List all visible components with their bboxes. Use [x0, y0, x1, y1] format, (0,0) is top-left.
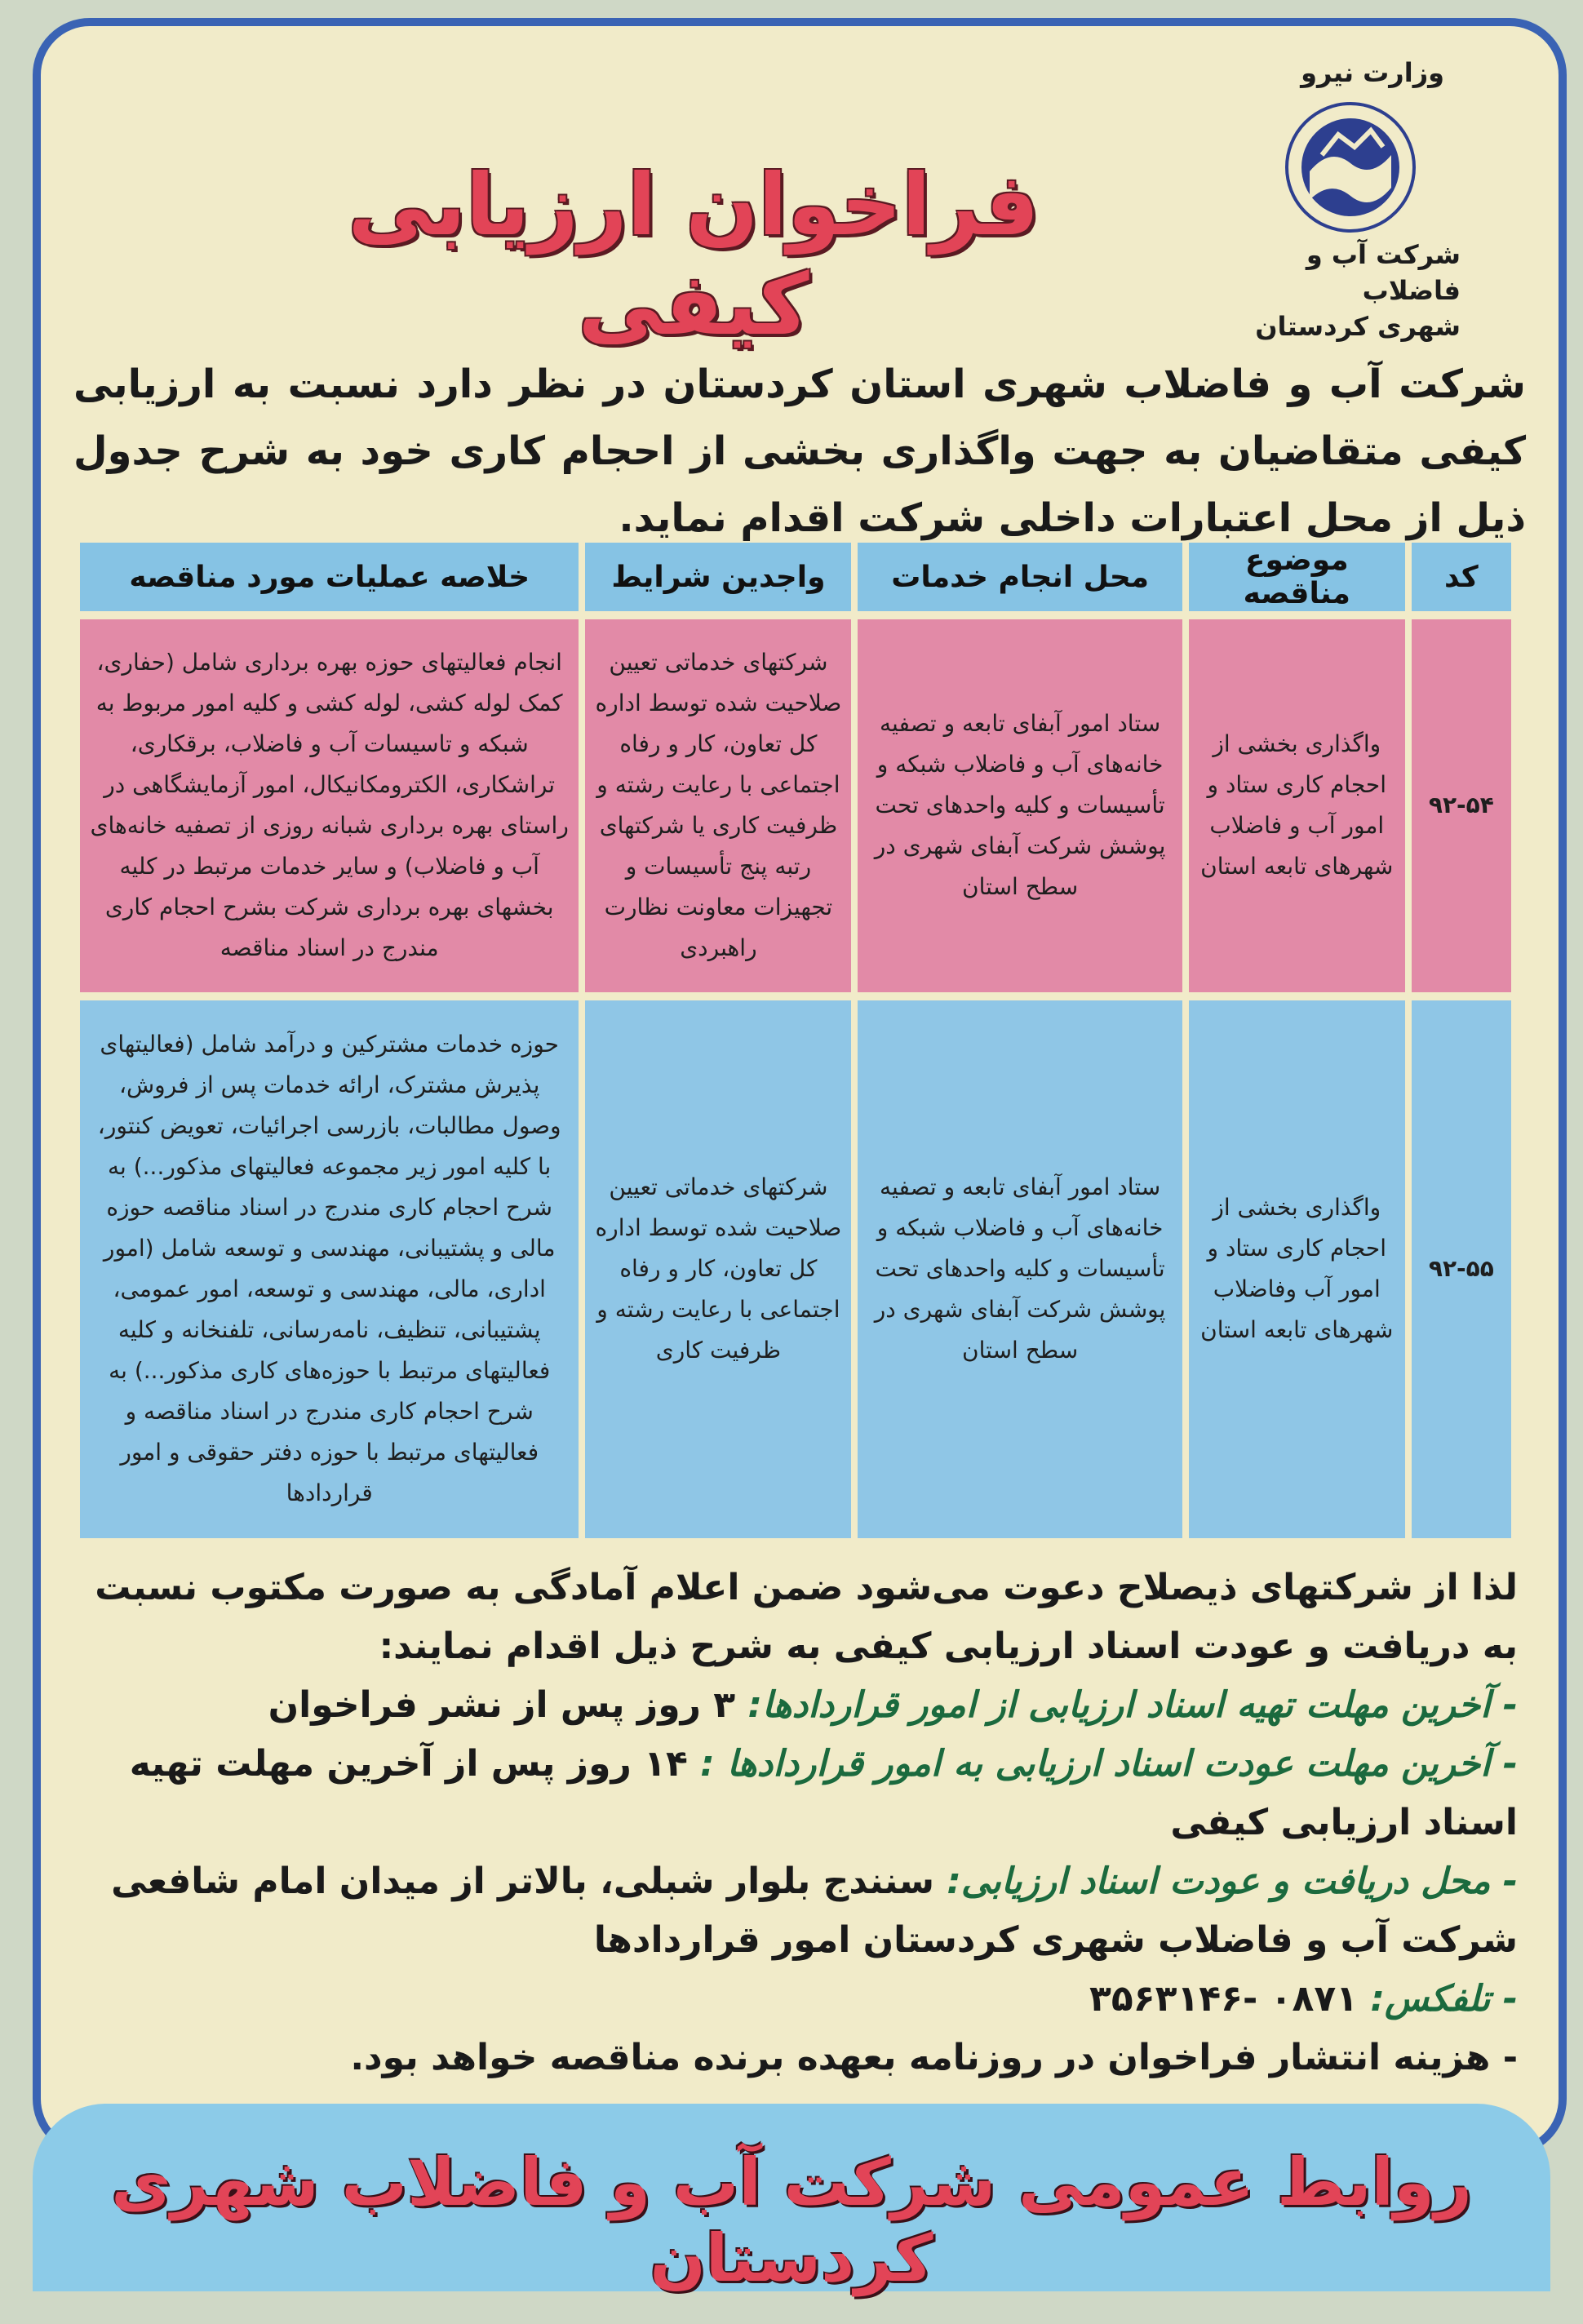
water-company-logo-icon	[1281, 98, 1420, 237]
row-subject: واگذاری بخشی از احجام کاری ستاد و امور آب وفاضلاب شهرهای تابعه استان	[1189, 1000, 1405, 1538]
phone-value: ۰۸۷۱ -۳۵۶۳۱۴۶	[1089, 1978, 1359, 2020]
documents-place-value: سنندج بلوار شبلی، بالاتر از میدان امام شافعی شرکت آب و فاضلاب شهری کردستان امور قراردادها	[111, 1861, 1518, 1961]
phone-label: - تلفکس:	[1370, 1978, 1518, 2020]
table-row	[80, 619, 1511, 992]
row-location: ستاد امور آبفای تابعه و تصفیه خانه‌های آب و فاضلاب شبکه و تأسیسات و کلیه واحدهای تحت پوشش شرکت آبفای شهری در سطح استان	[858, 1000, 1182, 1538]
header-code: کد	[1412, 543, 1511, 611]
closing-section	[73, 1559, 1518, 2087]
phone-line	[73, 1970, 1518, 2029]
company-line-1: شرکت آب و فاضلاب	[1306, 239, 1461, 306]
row-subject: واگذاری بخشی از احجام کاری ستاد و امور آب و فاضلاب شهرهای تابعه استان	[1189, 619, 1405, 992]
deadline-return-value: ۱۴ روز پس از آخرین مهلت تهیه اسناد ارزیابی کیفی	[129, 1743, 1518, 1843]
documents-place-label: - محل دریافت و عودت اسناد ارزیابی:	[947, 1861, 1518, 1902]
header-summary: خلاصه عملیات مورد مناقصه	[80, 543, 579, 611]
deadline-prepare-value: ۳ روز پس از نشر فراخوان	[268, 1684, 736, 1726]
header-subject: موضوع مناقصه	[1189, 543, 1405, 611]
intro-paragraph: شرکت آب و فاضلاب شهری استان کردستان در نظر دارد نسبت به ارزیابی کیفی متقاضیان به جهت واگذاری بخشی از احجام کاری خود به شرح جدول ذیل از محل اعتبارات داخلی شرکت اقدام نماید.	[73, 361, 1526, 541]
deadline-return	[73, 1735, 1518, 1852]
logo-block	[1232, 57, 1477, 342]
row-location: ستاد امور آبفای تابعه و تصفیه خانه‌های آب و فاضلاب شبکه و تأسیسات و کلیه واحدهای تحت پوشش شرکت آبفای شهری در سطح استان	[858, 619, 1182, 992]
header-location: محل انجام خدمات	[858, 543, 1182, 611]
row-code: ۹۲-۵۴	[1412, 619, 1511, 992]
page-title: فراخوان ارزیابی کیفی	[348, 155, 1040, 354]
header-eligible: واجدین شرایط	[585, 543, 851, 611]
row-eligible: شرکتهای خدماتی تعیین صلاحیت شده توسط اداره کل تعاون، کار و رفاه اجتماعی با رعایت رشته و ظرفیت کاری	[585, 1000, 851, 1538]
row-summary: حوزه خدمات مشترکین و درآمد شامل (فعالیتهای پذیرش مشترک، ارائه خدمات پس از فروش، وصول مطالبات، بازرسی اجرائیات، تعویض کنتور، با کلیه امور زیر مجموعه فعالیتهای مذکور...) به شرح احجام کاری مندرج در اسناد مناقصه حوزه مالی و پشتیبانی، مهندسی و توسعه شامل (امور اداری، مالی، مهندسی و توسعه، امور عمومی، پشتیبانی، تنظیف، نامه‌رسانی، تلفنخانه و کلیه فعالیتهای مرتبط با حوزه‌های کاری مذکور...) به شرح احجام کاری مندرج در اسناد مناقصه و فعالیتهای مرتبط با حوزه دفتر حقوقی و امور قراردادها	[80, 1000, 579, 1538]
deadline-return-label: - آخرین مهلت عودت اسناد ارزیابی به امور قراردادها :	[700, 1743, 1518, 1785]
row-summary: انجام فعالیتهای حوزه بهره برداری شامل (حفاری، کمک لوله کشی، لوله کشی و کلیه امور مربوط به شبکه و تاسیسات آب و فاضلاب، برقکاری، تراشکاری، الکترومکانیکال، امور آزمایشگاهی در راستای بهره برداری شبانه روزی از تصفیه خانه‌های آب و فاضلاب) و سایر خدمات مرتبط در کلیه بخشهای بهره برداری شرکت بشرح احجام کاری مندرج در اسناد مناقصه	[80, 619, 579, 992]
invite-text: لذا از شرکتهای ذیصلاح دعوت می‌شود ضمن اعلام آمادگی به صورت مکتوب نسبت به دریافت و عودت اسناد ارزیابی کیفی به شرح ذیل اقدام نمایند:	[95, 1567, 1518, 1667]
cost-note: - هزینه انتشار فراخوان در روزنامه بعهده برنده مناقصه خواهد بود.	[350, 2037, 1518, 2078]
ministry-name: وزارت نیرو	[1301, 57, 1444, 88]
table-row	[80, 1000, 1511, 1538]
table-header-row	[80, 543, 1511, 611]
row-eligible: شرکتهای خدماتی تعیین صلاحیت شده توسط اداره کل تعاون، کار و رفاه اجتماعی با رعایت رشته و ظرفیت کاری یا شرکتهای رتبه پنج تأسیسات و تجهیزات معاونت نظارت راهبردی	[585, 619, 851, 992]
company-line-2: شهری کردستان	[1255, 311, 1461, 342]
footer-band	[33, 2104, 1550, 2296]
tender-table	[73, 534, 1518, 1546]
footer-public-relations: روابط عمومی شرکت آب و فاضلاب شهری کردستان	[111, 2144, 1472, 2296]
row-code: ۹۲-۵۵	[1412, 1000, 1511, 1538]
documents-place	[73, 1852, 1518, 1970]
deadline-prepare-label: - آخرین مهلت تهیه اسناد ارزیابی از امور قراردادها:	[747, 1684, 1518, 1726]
deadline-prepare	[73, 1676, 1518, 1735]
